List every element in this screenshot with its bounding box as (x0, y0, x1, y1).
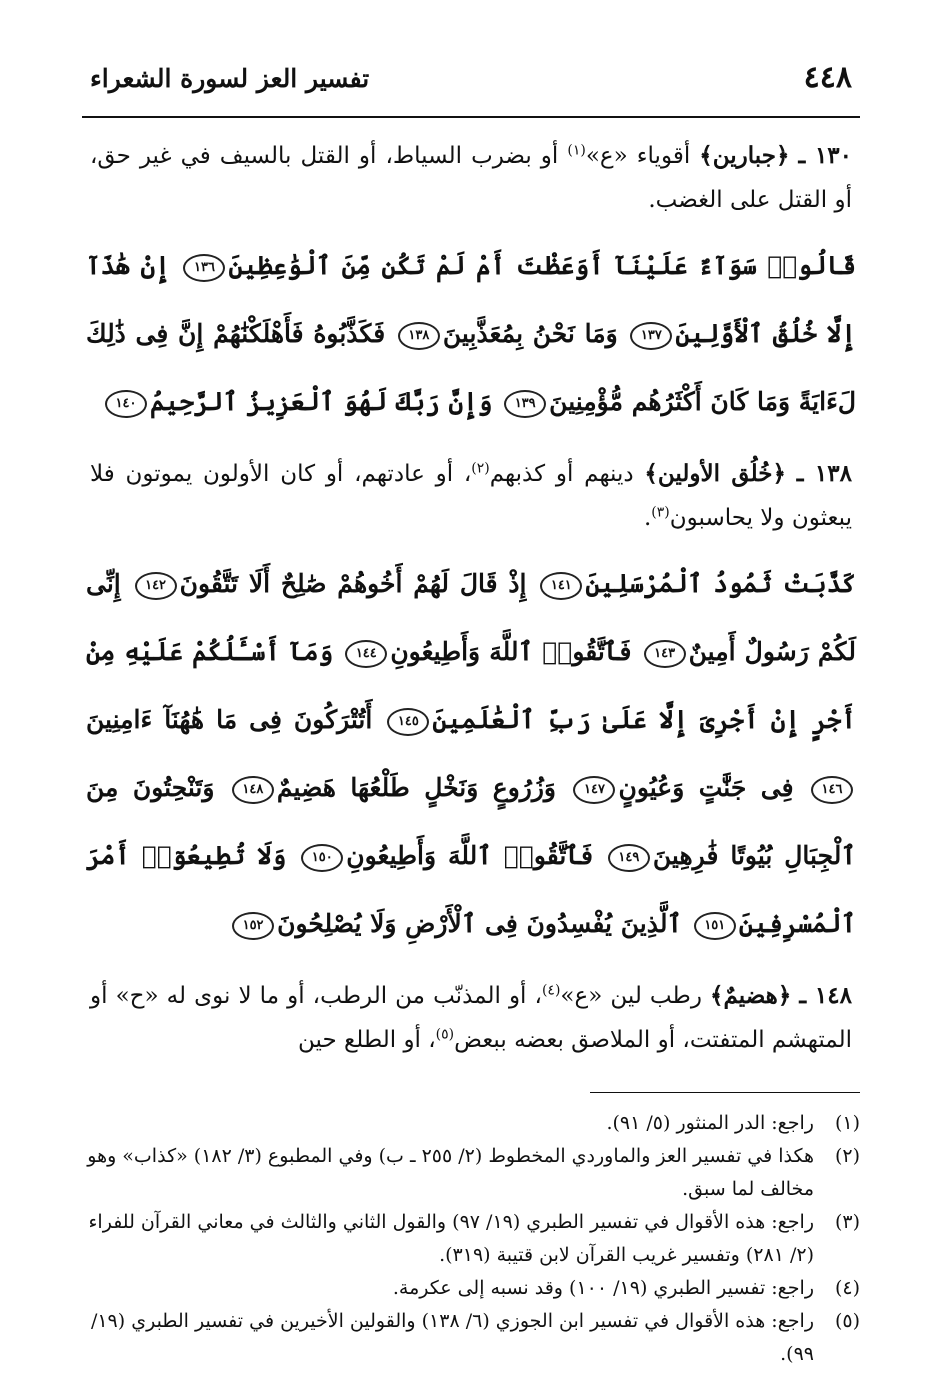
entry-text: ، أو الطلع حين (298, 1027, 436, 1053)
quran-verses-block (86, 232, 856, 436)
verse-text: إِذْ قَالَ لَهُمْ أَخُوهُمْ صَٰلِحٌ أَلَا تَتَّقُونَ (179, 569, 527, 598)
ayah-number-marker: ١٥١ (694, 912, 736, 940)
ayah-number-marker: ١٥٢ (232, 912, 274, 940)
footnotes (82, 1107, 860, 1371)
quran-verses-block (86, 550, 856, 958)
footnote-ref: (٣) (651, 504, 670, 521)
footnote-number: (٥) (834, 1310, 860, 1332)
verse-text: كَذَّبَتْ ثَمُودُ ٱلْمُرْسَلِينَ (585, 569, 856, 598)
entry-keyword: ﴿جبارين﴾ (699, 142, 790, 169)
footnote-item (82, 1107, 860, 1140)
ayah-number-marker: ١٣٩ (504, 390, 546, 418)
footnote-text: راجع: هذه الأقوال في تفسير الطبري (١٩/ ٩٧) والقول الثاني والثالث في معاني القرآن للفراء (٢/ ٢٨١) وتفسير غريب القرآن لابن قتيبة (٣١٩). (88, 1211, 814, 1266)
ayah-number-marker: ١٤٠ (105, 390, 147, 418)
ayah-number-marker: ١٣٧ (630, 322, 672, 350)
ayah-number-marker: ١٣٦ (183, 254, 225, 282)
ayah-number-marker: ١٤٩ (608, 844, 650, 872)
entry-text: ، أو عادتهم، أو كان الأولون يموتون فلا يبعثون ولا يحاسبون (90, 461, 852, 531)
footnote-number: (٢) (834, 1145, 860, 1167)
entry-text: رطب لين «ع» (560, 983, 711, 1009)
footnote-number: (١) (834, 1112, 860, 1134)
footnote-ref: (٥) (435, 1026, 455, 1043)
footnote-text: راجع: هذه الأقوال في تفسير ابن الجوزي (٦/ ١٣٨) والقولين الأخيرين في تفسير الطبري (١٩/ ٩٩). (90, 1310, 814, 1365)
page-header (82, 60, 860, 118)
verse-text: إِنِّى لَكُمْ رَسُولٌ أَمِينٌ (86, 569, 856, 666)
book-page (82, 60, 860, 1371)
verse-text: فَٱتَّقُوا۟ ٱللَّهَ وَأَطِيعُونِ (390, 637, 632, 666)
footnote-item (82, 1272, 860, 1305)
footnote-item (82, 1206, 860, 1272)
ayah-number-marker: ١٤٨ (232, 776, 274, 804)
verse-text: قَالُوا۟ سَوَآءٌ عَلَيْنَآ أَوَعَظْتَ أَمْ لَمْ تَكُن مِّنَ ٱلْوَٰعِظِينَ (228, 251, 856, 280)
page-number: ٤٤٨ (803, 60, 852, 95)
verse-text: فَكَذَّبُوهُ فَأَهْلَكْنَٰهُمْ إِنَّ فِى ذَٰلِكَ لَءَايَةً وَمَا كَانَ أَكْثَرُهُم مُّؤْمِنِينَ (86, 319, 856, 416)
verse-text: وَلَا تُطِيعُوٓا۟ أَمْرَ ٱلْمُسْرِفِينَ (86, 841, 856, 938)
entry-number: ١٣٨ ـ (796, 460, 852, 487)
footnote-text: راجع: تفسير الطبري (١٩/ ١٠٠) وقد نسبه إلى عكرمة. (392, 1277, 814, 1299)
verse-text: وَمَا نَحْنُ بِمُعَذَّبِينَ (442, 319, 618, 348)
footnote-item (82, 1305, 860, 1371)
footnote-ref: (١) (567, 142, 586, 159)
entry-keyword: ﴿هضيمٌ﴾ (710, 982, 792, 1009)
verse-text: ٱلَّذِينَ يُفْسِدُونَ فِى ٱلْأَرْضِ وَلَا يُصْلِحُونَ (277, 909, 683, 938)
commentary-paragraph-148 (90, 974, 852, 1062)
ayah-number-marker: ١٤٦ (811, 776, 853, 804)
ayah-number-marker: ١٣٨ (398, 322, 440, 350)
footnote-number: (٣) (834, 1211, 860, 1233)
ayah-number-marker: ١٤٣ (644, 640, 686, 668)
footnote-ref: (٤) (541, 982, 561, 999)
verse-text: إِنْ هَٰذَآ إِلَّا خُلُقُ ٱلْأَوَّلِينَ (86, 251, 856, 348)
verse-text: وَمَآ أَسْـَٔلُكُمْ عَلَيْهِ مِنْ أَجْرٍ إِنْ أَجْرِىَ إِلَّا عَلَىٰ رَبِّ ٱلْعَٰلَمِينَ (86, 637, 856, 734)
ayah-number-marker: ١٤٥ (387, 708, 429, 736)
entry-text: ، أو المذنّب من الرطب، أو ما لا نوى له «ح» أو المتهشم المتفتت، أو الملاصق بعضه ببعض (90, 983, 852, 1053)
entry-text: دينهم أو كذبهم (489, 461, 645, 487)
entry-number: ١٣٠ ـ (798, 142, 853, 169)
commentary-paragraph-138 (90, 452, 852, 540)
ayah-number-marker: ١٤٢ (135, 572, 177, 600)
footnote-item (82, 1140, 860, 1206)
ayah-number-marker: ١٤١ (540, 572, 582, 600)
entry-text: أقوياء «ع» (585, 143, 700, 169)
verse-text: وَزُرُوعٍ وَنَخْلٍ طَلْعُهَا هَضِيمٌ (276, 773, 556, 802)
ayah-number-marker: ١٥٠ (301, 844, 343, 872)
footnote-ref: (٢) (471, 460, 490, 477)
footnote-text: راجع: الدر المنثور (٥/ ٩١). (606, 1112, 814, 1134)
footnote-divider (590, 1092, 860, 1093)
entry-keyword: ﴿خُلُق الأولين﴾ (644, 460, 786, 487)
verse-text: وَتَنْحِتُونَ مِنَ ٱلْجِبَالِ بُيُوتًا فَٰرِهِينَ (86, 773, 856, 870)
ayah-number-marker: ١٤٧ (573, 776, 615, 804)
commentary-paragraph-130 (90, 134, 852, 222)
footnote-text: هكذا في تفسير العز والماوردي المخطوط (٢/ ٢٥٥ ـ ب) وفي المطبوع (٣/ ١٨٢) «كذاب» وهو مخالف لما سبق. (87, 1145, 814, 1200)
entry-text: أو بضرب السياط، أو القتل بالسيف في غير حق، أو القتل على الغضب. (90, 143, 852, 213)
verse-text: فِى جَنَّٰتٍ وَعُيُونٍ (618, 773, 794, 802)
verse-text: أَتُتْرَكُونَ فِى مَا هَٰهُنَآ ءَامِنِينَ (86, 705, 373, 734)
footnote-number: (٤) (834, 1277, 860, 1299)
verse-text: فَٱتَّقُوا۟ ٱللَّهَ وَأَطِيعُونِ (346, 841, 593, 870)
ayah-number-marker: ١٤٤ (345, 640, 387, 668)
verse-text: وَإِنَّ رَبَّكَ لَهُوَ ٱلْعَزِيزُ ٱلرَّحِيمُ (150, 387, 493, 416)
running-title: تفسير العز لسورة الشعراء (90, 64, 370, 93)
entry-number: ١٤٨ ـ (799, 982, 852, 1009)
entry-text: . (643, 505, 652, 531)
